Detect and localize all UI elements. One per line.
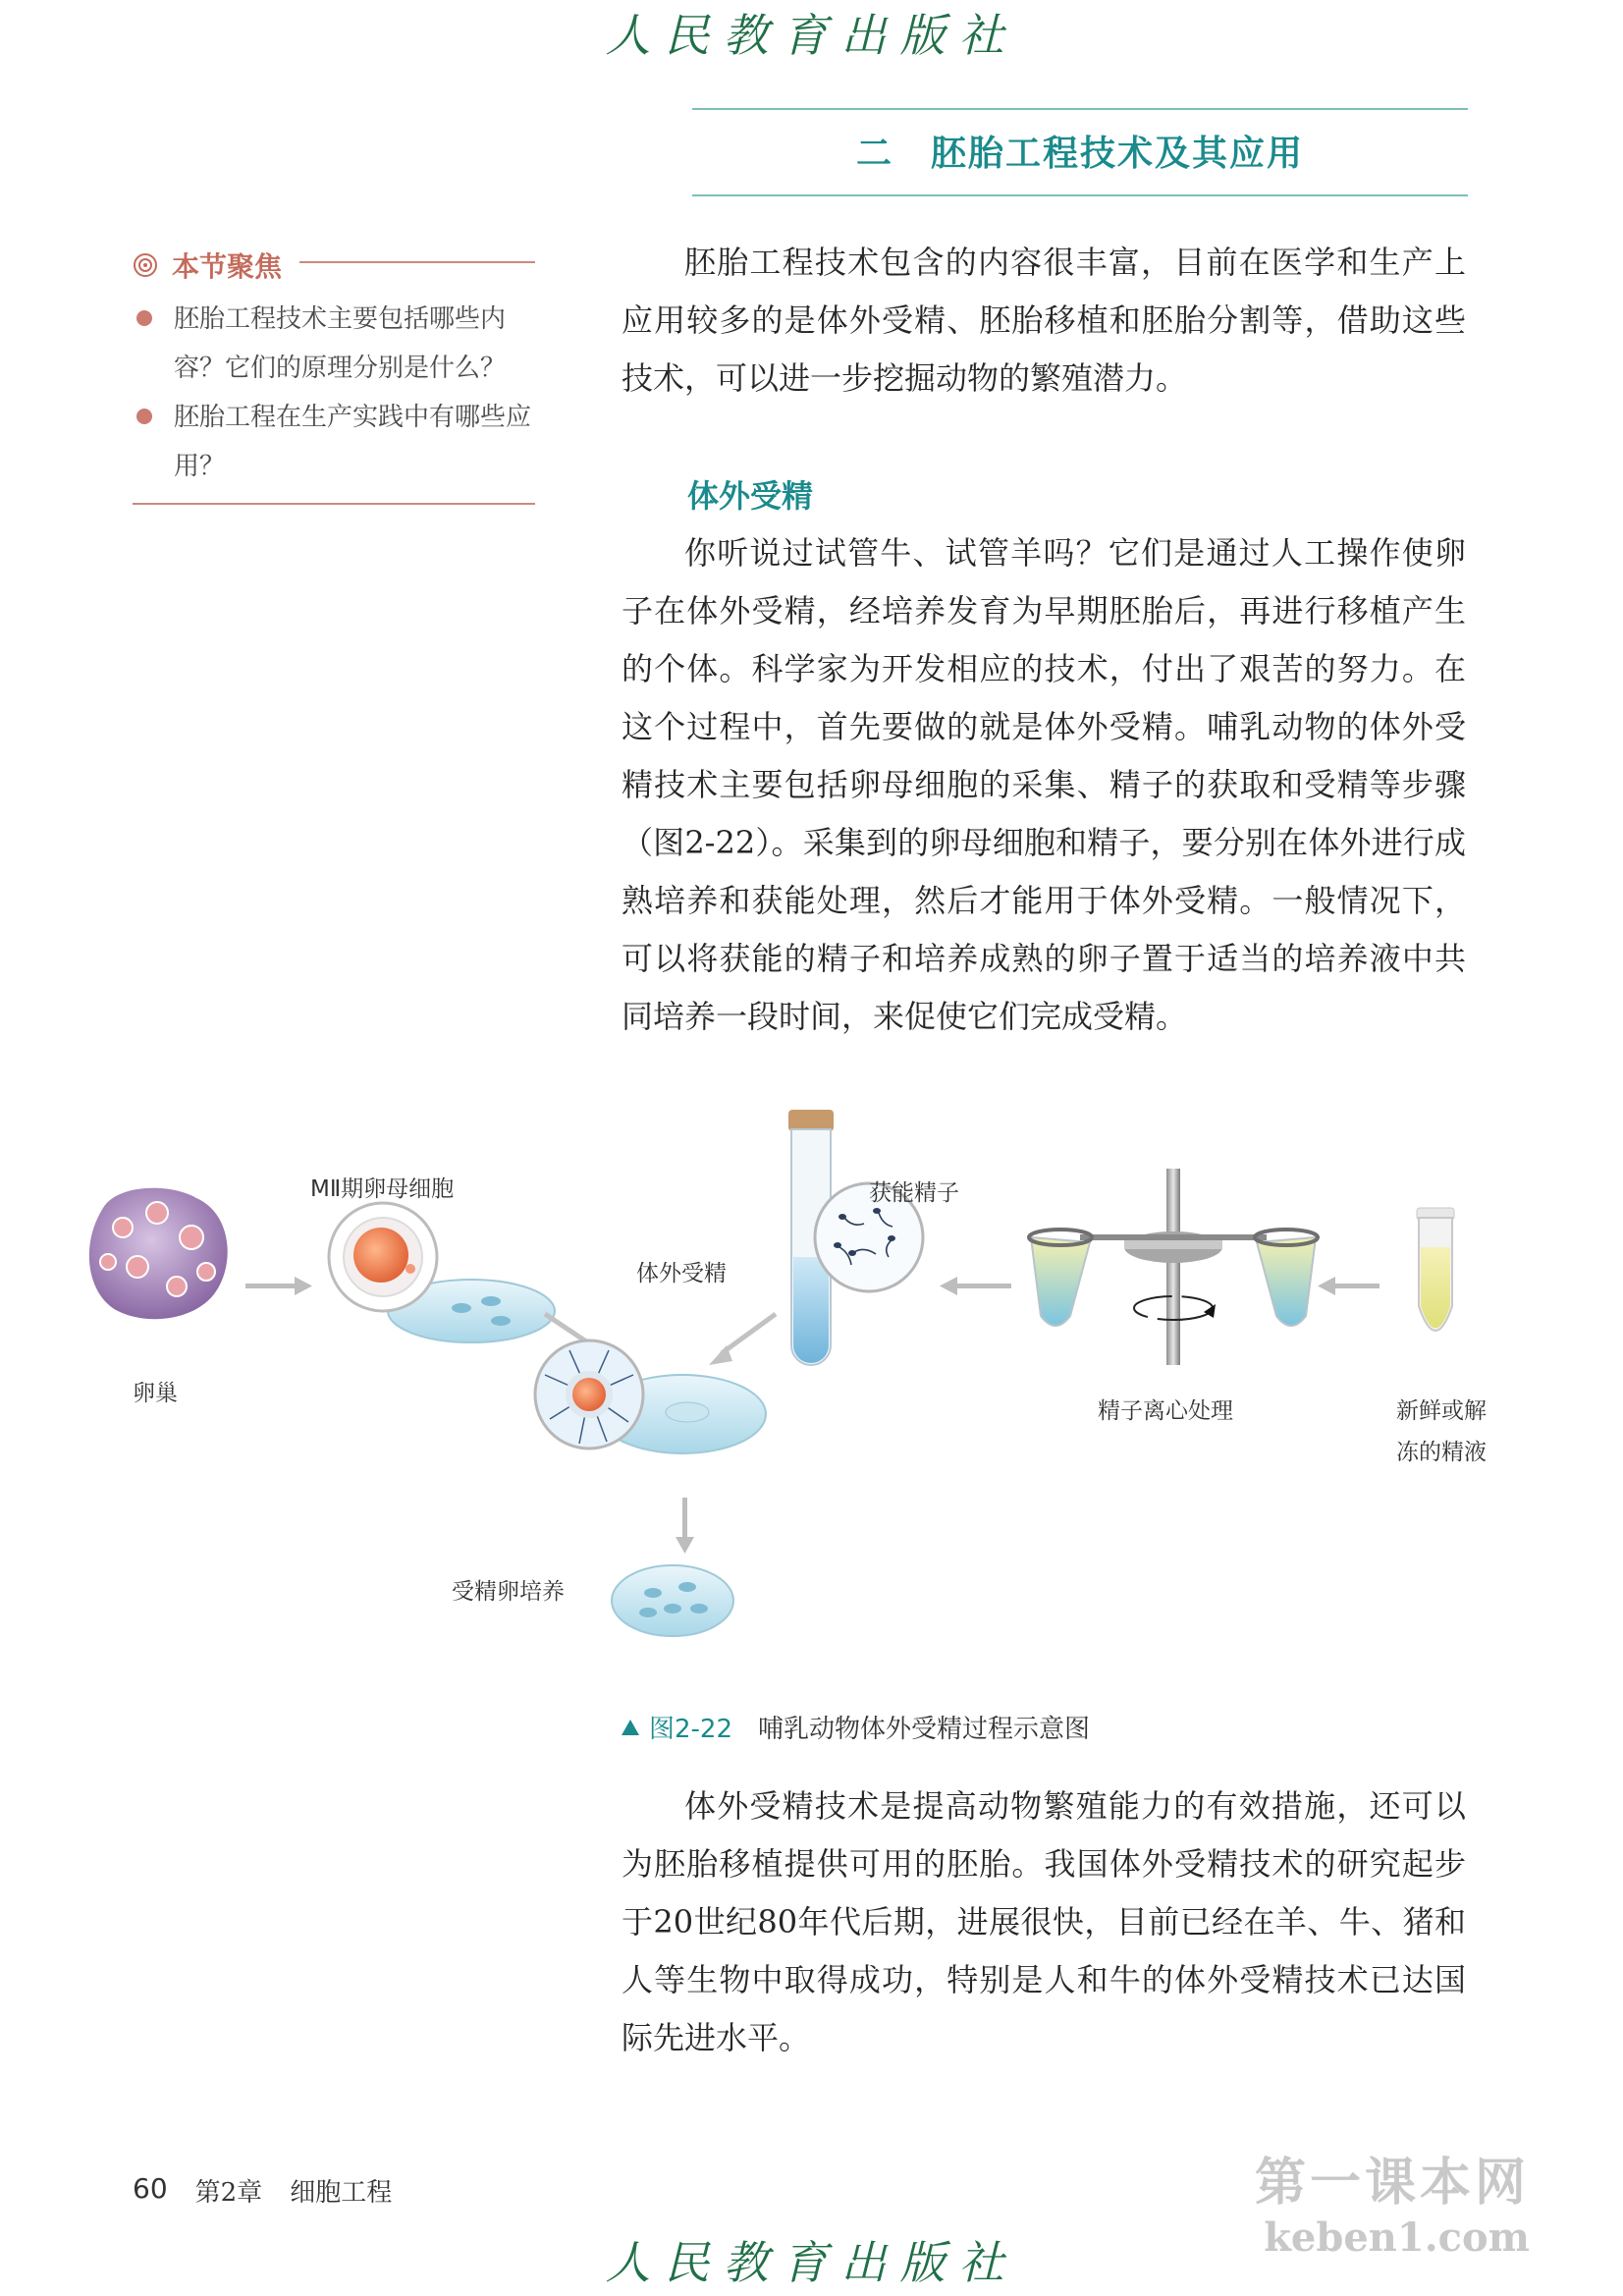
page-footer (133, 2172, 392, 2209)
focus-heading-label: 本节聚焦 (172, 250, 283, 283)
arrow-diagonal-icon (709, 1314, 776, 1365)
focus-rule-bottom (133, 503, 535, 505)
bullet-dot-icon (136, 310, 152, 326)
ivf-diagram (0, 1090, 1623, 1669)
ivf-dish-icon (535, 1340, 766, 1453)
target-icon (133, 252, 158, 278)
section-rule-top (692, 108, 1468, 110)
chapter-title: 细胞工程 (290, 2178, 393, 2208)
focus-list (133, 295, 535, 491)
section-rule-bottom (692, 194, 1468, 196)
subheading-ivf: 体外受精 (687, 477, 814, 515)
caption-triangle-icon (622, 1720, 639, 1735)
label-fertilized-culture: 受精卵培养 (452, 1579, 565, 1605)
page-number: 60 (133, 2172, 168, 2205)
focus-item (133, 393, 535, 491)
semen-tube-icon (1417, 1208, 1454, 1331)
ovary-icon (89, 1188, 228, 1319)
intro-paragraph: 胚胎工程技术包含的内容很丰富，目前在医学和生产上应用较多的是体外受精、胚胎移植和胚胎分割等，借助这些技术，可以进一步挖掘动物的繁殖潜力。 (622, 244, 1466, 397)
caption-text: 哺乳动物体外受精过程示意图 (758, 1715, 1091, 1744)
focus-item-text: 胚胎工程在生产实践中有哪些应用？ (174, 403, 532, 481)
caption-number: 图2-22 (649, 1715, 733, 1744)
site-watermark-cn: 第一课本网 (1254, 2154, 1530, 2213)
chapter-number: 第2章 (194, 2178, 263, 2208)
arrow-right-icon (245, 1277, 312, 1295)
arrow-down-icon (676, 1498, 694, 1554)
ivf-paragraph: 你听说过试管牛、试管羊吗？它们是通过人工操作使卵子在体外受精，经培养发育为早期胚胎后，再进行移植产生的个体。科学家为开发相应的技术，付出了艰苦的努力。在这个过程中，首先要做的就是体外受精。哺乳动物的体外受精技术主要包括卵母细胞的采集、精子的获取和受精等步骤（图2-22）。采集到的卵母细胞和精子，要分别在体外进行成熟培养和获能处理，然后才能用于体外受精。一般情况下，可以将获能的精子和培养成熟的卵子置于适当的培养液中共同培养一段时间，来促使它们完成受精。 (622, 534, 1466, 1035)
figure-ivf-process (0, 1090, 1623, 1669)
label-semen-line1: 新鲜或解 (1396, 1398, 1487, 1424)
focus-item-text: 胚胎工程技术主要包括哪些内容？它们的原理分别是什么？ (174, 304, 507, 383)
label-capacitated-sperm: 获能精子 (869, 1180, 959, 1206)
label-ivf: 体外受精 (636, 1261, 727, 1286)
focus-heading (133, 246, 282, 285)
focus-rule-top (299, 261, 535, 263)
label-ovary: 卵巢 (133, 1381, 178, 1406)
label-centrifuge: 精子离心处理 (1098, 1398, 1233, 1424)
figure-caption (622, 1709, 1090, 1745)
oocyte-dish-icon (329, 1203, 555, 1342)
label-oocyte: MⅡ期卵母细胞 (310, 1176, 455, 1202)
bullet-dot-icon (136, 409, 152, 424)
publisher-watermark-top: 人民教育出版社 (605, 9, 1018, 62)
section-title: 二 胚胎工程技术及其应用 (855, 134, 1304, 174)
publisher-watermark-bottom: 人民教育出版社 (605, 2236, 1018, 2289)
culture-dish-icon (612, 1565, 733, 1636)
ivf-significance-paragraph: 体外受精技术是提高动物繁殖能力的有效措施，还可以为胚胎移植提供可用的胚胎。我国体外受精技术的研究起步于20世纪80年代后期，进展很快，目前已经在羊、牛、猪和人等生物中取得成功，特别是人和牛的体外受精技术已达国际先进水平。 (622, 1787, 1466, 2056)
test-tube-icon (788, 1110, 923, 1365)
arrow-left-icon (940, 1277, 1011, 1295)
label-semen-line2: 冻的精液 (1396, 1440, 1487, 1465)
arrow-left-icon (1318, 1277, 1380, 1295)
centrifuge-icon (1029, 1169, 1318, 1365)
site-watermark-en: keben1.com (1264, 2214, 1530, 2261)
focus-item (133, 295, 535, 393)
